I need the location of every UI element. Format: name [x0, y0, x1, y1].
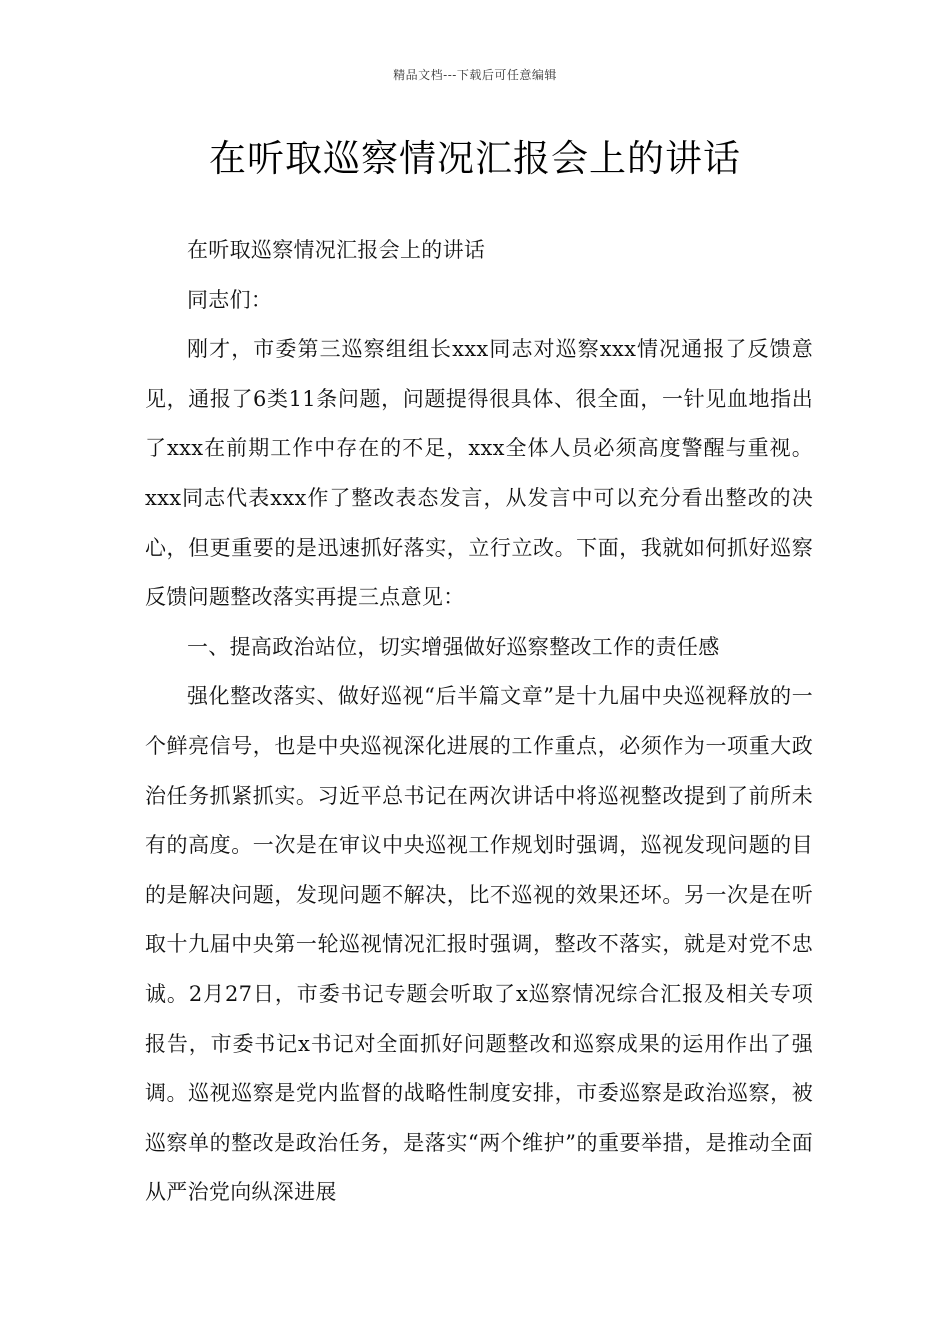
document-body: [145, 226, 813, 1218]
header-note: 精品文档---下载后可任意编辑: [393, 68, 557, 82]
subtitle-paragraph: 在听取巡察情况汇报会上的讲话: [187, 238, 486, 262]
body-paragraph: 强化整改落实、做好巡视“后半篇文章”是十九届中央巡视释放的一个鲜亮信号，也是中央巡视深化进展的工作重点，必须作为一项重大政治任务抓紧抓实。习近平总书记在两次讲话中将巡视整改提到了前所未有的高度。一次是在审议中央巡视工作规划时强调，巡视发现问题的目的是解决问题，发现问题不解决，比不巡视的效果还坏。另一次是在听取十九届中央第一轮巡视情况汇报时强调，整改不落实，就是对党不忠诚。2月27日，市委书记专题会听取了x巡察情况综合汇报及相关专项报告，市委书记x书记对全面抓好问题整改和巡察成果的运用作出了强调。巡视巡察是党内监督的战略性制度安排，市委巡察是政治巡察，被巡察单的整改是政治任务，是落实“两个维护”的重要举措，是推动全面从严治党向纵深进展: [145, 684, 813, 1205]
salutation-paragraph: 同志们：: [187, 287, 273, 312]
body-paragraph: 刚才，市委第三巡察组组长xxx同志对巡察xxx情况通报了反馈意见，通报了6类11条问题，问题提得很具体、很全面，一针见血地指出了xxx在前期工作中存在的不足，xxx全体人员必须高度警醒与重视。xxx同志代表xxx作了整改表态发言，从发言中可以充分看出整改的决心，但更重要的是迅速抓好落实，立行立改。下面，我就如何抓好巡察反馈问题整改落实再提三点意见：: [145, 337, 813, 610]
section-heading: 一、提高政治站位，切实增强做好巡察整改工作的责任感: [187, 634, 720, 659]
document-title: 在听取巡察情况汇报会上的讲话: [209, 137, 741, 180]
